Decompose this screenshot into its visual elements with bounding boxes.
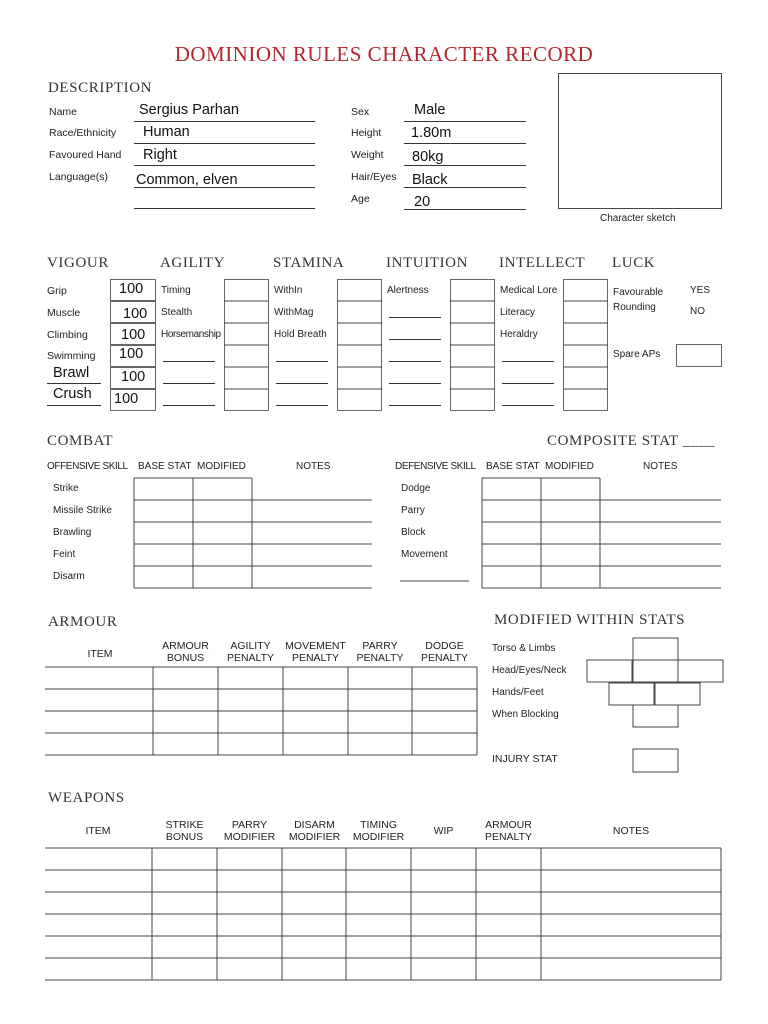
defensive-skill: Block [401,527,426,538]
weapons-column-header: NOTES [612,825,650,837]
offensive-skill: Missile Strike [53,505,112,516]
intuition-skill: Alertness [387,285,429,296]
composite-stat-label: COMPOSITE STAT ____ [547,433,716,449]
languages-label: Language(s) [49,171,108,183]
vigour-value-box[interactable]: 100 [110,279,156,301]
offensive-skill: Brawling [53,527,92,538]
vigour-value-box[interactable]: 100 [110,345,156,367]
hand-value[interactable]: Right [143,147,177,163]
height-label: Height [351,127,382,139]
luck-heading: LUCK [612,255,656,271]
vigour-skill: Grip [47,285,67,297]
base-stat-header: BASE STAT [486,461,540,472]
weapons-column-header: DISARM MODIFIER [288,819,341,843]
stamina-skill: WithMag [274,307,314,318]
modified-header: MODIFIED [197,461,246,472]
spare-aps-label: Spare APs [613,349,661,360]
modified-within-label: When Blocking [492,709,559,720]
age-value[interactable]: 20 [414,194,431,210]
stamina-skill: WithIn [274,285,303,296]
hair-eyes-value[interactable]: Black [412,172,448,188]
name-value[interactable]: Sergius Parhan [139,102,239,118]
agility-heading: AGILITY [160,255,226,271]
race-value[interactable]: Human [143,124,190,140]
combat-heading: COMBAT [47,433,114,449]
character-sketch-caption: Character sketch [600,213,676,224]
intellect-skill: Medical Lore [500,285,558,296]
stamina-heading: STAMINA [273,255,345,271]
armour-column-header: ITEM [87,648,113,660]
vigour-value-box[interactable]: 100 [110,389,156,411]
vigour-skill[interactable]: Crush [53,386,92,402]
base-stat-header: BASE STAT [138,461,192,472]
stamina-skill: Hold Breath [274,329,327,340]
vigour-skill[interactable]: Brawl [53,365,90,381]
armour-column-header: ARMOUR BONUS [162,640,209,664]
description-heading: DESCRIPTION [48,80,153,96]
armour-column-header: MOVEMENT PENALTY [285,640,346,664]
offensive-skill-header: OFFENSIVE SKILL [47,461,128,472]
languages-value[interactable]: Common, elven [136,172,238,188]
agility-skill: Stealth [161,307,193,318]
armour-column-header: AGILITY PENALTY [226,640,275,664]
weapons-column-header: WIP [433,825,454,837]
luck-no-option[interactable]: NO [690,306,705,317]
luck-favourable-label: Favourable [613,287,664,298]
vigour-value-box[interactable]: 100 [110,367,156,389]
armour-column-header: PARRY PENALTY [356,640,404,664]
notes-header: NOTES [643,461,678,472]
age-label: Age [351,193,370,205]
race-label: Race/Ethnicity [49,127,117,139]
defensive-skill-header: DEFENSIVE SKILL [395,461,476,472]
weapons-column-header: PARRY MODIFIER [223,819,276,843]
modified-within-label: Torso & Limbs [492,643,556,654]
offensive-skill: Feint [53,549,76,560]
agility-skill: Timing [161,285,191,296]
page-title: DOMINION RULES CHARACTER RECORD [174,42,594,66]
weapons-column-header: STRIKE BONUS [165,819,204,843]
armour-heading: ARMOUR [48,614,118,630]
weapons-heading: WEAPONS [48,790,125,806]
hand-label: Favoured Hand [49,149,122,161]
intellect-skill: Literacy [500,307,536,318]
vigour-value-box[interactable]: 100 [110,323,156,345]
defensive-skill: Movement [401,549,448,560]
offensive-skill: Strike [53,483,79,494]
weapons-column-header: TIMING MODIFIER [352,819,405,843]
modified-within-label: Hands/Feet [492,687,544,698]
modified-header: MODIFIED [545,461,594,472]
injury-stat-label: INJURY STAT [492,753,558,765]
name-label: Name [49,106,78,118]
weapons-column-header: ARMOUR PENALTY [484,819,533,843]
modified-within-heading: MODIFIED WITHIN STATS [494,612,686,628]
height-value[interactable]: 1.80m [411,125,452,141]
weapons-column-header: ITEM [85,825,111,837]
defensive-skill: Parry [401,505,425,516]
agility-skill: Horsemanship [161,329,221,340]
luck-rounding-label: Rounding [613,302,656,313]
offensive-skill: Disarm [53,571,85,582]
hair-eyes-label: Hair/Eyes [351,171,397,183]
intuition-heading: INTUITION [386,255,469,271]
modified-within-label: Head/Eyes/Neck [492,665,567,676]
sex-label: Sex [351,106,370,118]
luck-yes-option[interactable]: YES [690,285,711,296]
sex-value[interactable]: Male [414,102,446,118]
vigour-skill: Climbing [47,329,88,341]
vigour-skill: Muscle [47,307,81,319]
armour-column-header: DODGE PENALTY [420,640,469,664]
vigour-skill: Swimming [47,350,96,362]
weight-value[interactable]: 80kg [412,149,444,165]
notes-header: NOTES [296,461,331,472]
vigour-value-box[interactable]: 100 [110,301,156,323]
vigour-heading: VIGOUR [47,255,109,271]
defensive-skill: Dodge [401,483,431,494]
weight-label: Weight [351,149,384,161]
intellect-skill: Heraldry [500,329,538,340]
intellect-heading: INTELLECT [499,255,586,271]
